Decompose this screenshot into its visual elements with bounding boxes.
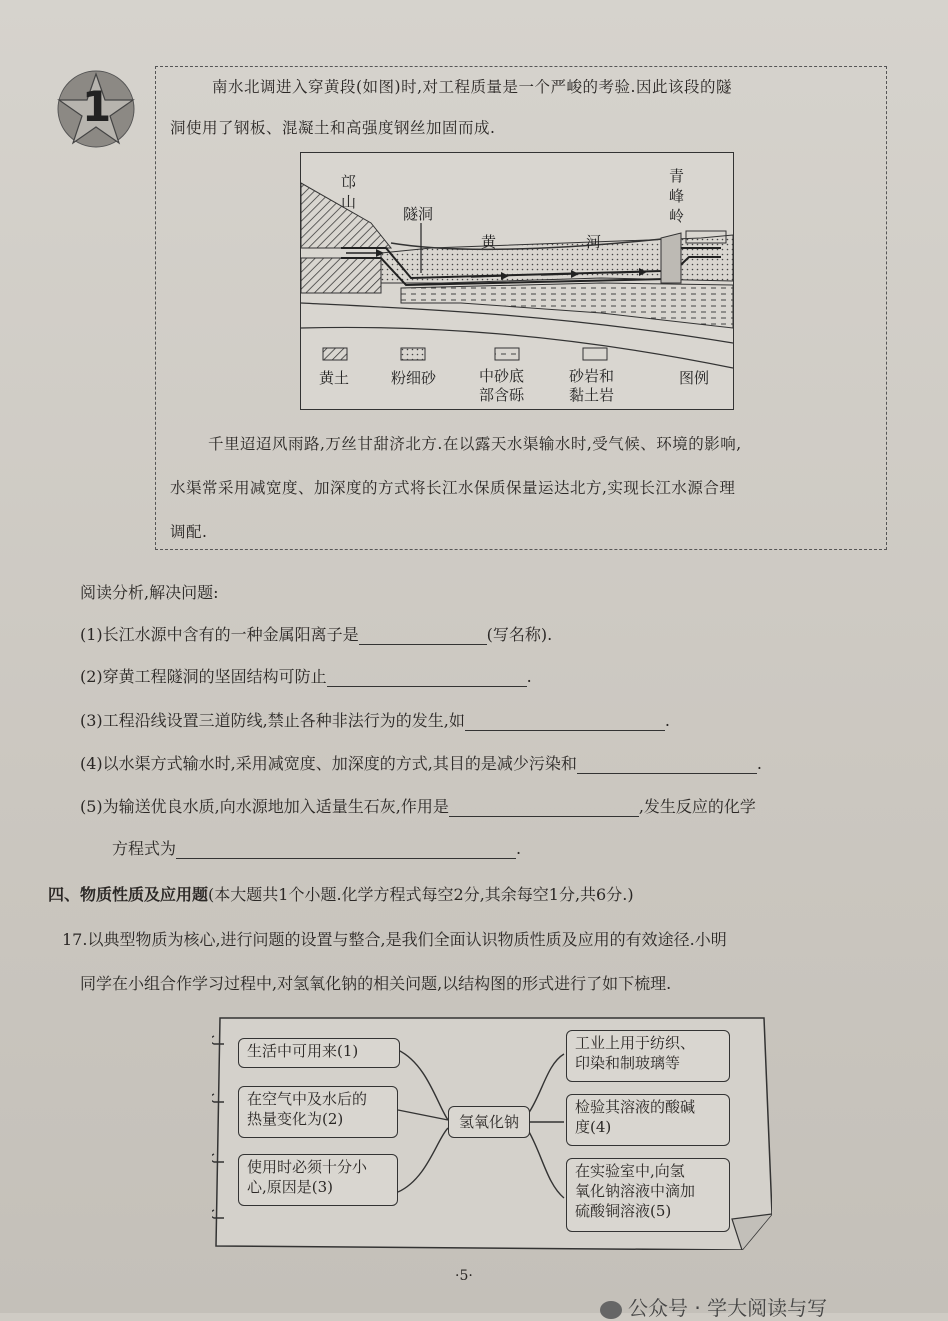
page-number: ·5· [455,1268,473,1284]
node-industry-use [566,1030,730,1082]
q2-answer-blank[interactable] [327,668,527,687]
question-4 [80,751,762,774]
legend-title: 图例 [679,369,710,387]
node-heat-change [238,1086,398,1138]
q1-text: (1)长江水源中含有的一种金属阳离子是 [80,625,359,644]
q5-answer-blank-1[interactable] [449,798,639,817]
label-river-2: 河 [586,233,602,251]
q5-suffix: ,发生反应的化学 [638,797,756,816]
node-ph-line-1: 检验其溶液的酸碱 [575,1098,696,1116]
q3-suffix: . [664,711,670,730]
wechat-icon [600,1301,622,1319]
question-3 [80,708,670,731]
q4-suffix: . [756,754,762,773]
label-mangshan-1: 邙 [341,173,357,191]
q3-text: (3)工程沿线设置三道防线,禁止各种非法行为的发生,如 [80,711,465,730]
q1-suffix: (写名称). [486,625,553,644]
node-caution [238,1154,398,1206]
legend-fine-sand: 粉细砂 [391,369,437,387]
node-industry-line-1: 工业上用于纺织、 [575,1034,696,1052]
node-caution-line-1: 使用时必须十分小 [247,1158,368,1176]
q5-text: (5)为输送优良水质,向水源地加入适量生石灰,作用是 [80,797,449,816]
intro-line-1: 南水北调进入穿黄段(如图)时,对工程质量是一个严峻的考验.因此该段的隧 [212,78,732,96]
q17-line-1: 17.以典型物质为核心,进行问题的设置与整合,是我们全面认识物质性质及应用的有效途径.小明 [62,930,727,949]
legend-medium-sand-1: 中砂底 [479,367,525,385]
label-qingfeng-3: 岭 [669,207,685,225]
node-lab-line-3: 硫酸铜溶液(5) [575,1202,672,1220]
section-4-note: (本大题共1个小题.化学方程式每空2分,其余每空1分,共6分.) [208,885,634,904]
q3-answer-blank[interactable] [465,712,665,731]
q1-answer-blank[interactable] [359,626,487,645]
watermark [600,1292,827,1321]
legend-sandstone-2: 黏土岩 [569,386,615,404]
para2-line-1: 千里迢迢风雨路,万丝甘甜济北方.在以露天水渠输水时,受气候、环境的影响, [208,435,742,453]
node-heat-change-line-2: 热量变化为(2) [247,1110,344,1128]
q5-line2-suffix: . [516,839,522,858]
legend-medium-sand-2: 部含砾 [479,386,525,404]
legend-loess: 黄土 [319,369,350,387]
node-lab-line-2: 氧化钠溶液中滴加 [575,1182,696,1200]
question-1 [80,622,552,645]
badge-number: 1 [82,82,112,131]
node-industry-line-2: 印染和制玻璃等 [575,1054,681,1072]
q2-text: (2)穿黄工程隧洞的坚固结构可防止 [80,667,327,686]
node-ph-test [566,1094,730,1146]
question-5 [80,794,756,817]
q17-line-2: 同学在小组合作学习过程中,对氢氧化钠的相关问题,以结构图的形式进行了如下梳理. [80,974,672,993]
para2-line-2: 水渠常采用减宽度、加深度的方式将长江水保质保量运达北方,实现长江水源合理 [170,479,736,497]
q4-text: (4)以水渠方式输水时,采用减宽度、加深度的方式,其目的是减少污染和 [80,754,577,773]
node-heat-change-line-1: 在空气中及水后的 [247,1090,368,1108]
q5-line2-text: 方程式为 [112,839,177,858]
node-center-text: 氢氧化钠 [458,1113,519,1131]
questions-lead: 阅读分析,解决问题: [80,583,219,602]
legend-sandstone-1: 砂岩和 [569,367,615,385]
section-4-title: 四、物质性质及应用题 [48,885,209,904]
q5-answer-blank-2[interactable] [176,840,516,859]
node-lab-line-1: 在实验室中,向氢 [575,1162,685,1180]
question-5-line-2 [112,836,521,859]
node-ph-line-2: 度(4) [575,1118,612,1136]
intro-line-2: 洞使用了钢板、混凝土和高强度钢丝加固而成. [170,119,496,137]
label-qingfeng-2: 峰 [669,187,685,205]
label-qingfeng-1: 青 [669,167,685,185]
q4-answer-blank[interactable] [577,755,757,774]
watermark-text: 公众号 · 学大阅读与写 [628,1296,828,1320]
q2-suffix: . [526,667,532,686]
question-2 [80,664,532,687]
node-daily-use [238,1038,400,1068]
node-daily-use-text: 生活中可用来(1) [247,1042,359,1060]
naoh-structure-map [212,1014,772,1250]
label-tunnel: 隧洞 [403,205,434,223]
label-mangshan-2: 山 [341,193,357,211]
node-caution-line-2: 心,原因是(3) [247,1178,334,1196]
section-4-heading [48,882,634,905]
label-river-1: 黄 [481,233,497,251]
node-center-naoh [448,1106,530,1138]
node-lab-experiment [566,1158,730,1232]
para2-line-3: 调配. [170,523,208,541]
star-badge [52,68,140,150]
yellow-river-crossing-diagram [300,152,734,410]
